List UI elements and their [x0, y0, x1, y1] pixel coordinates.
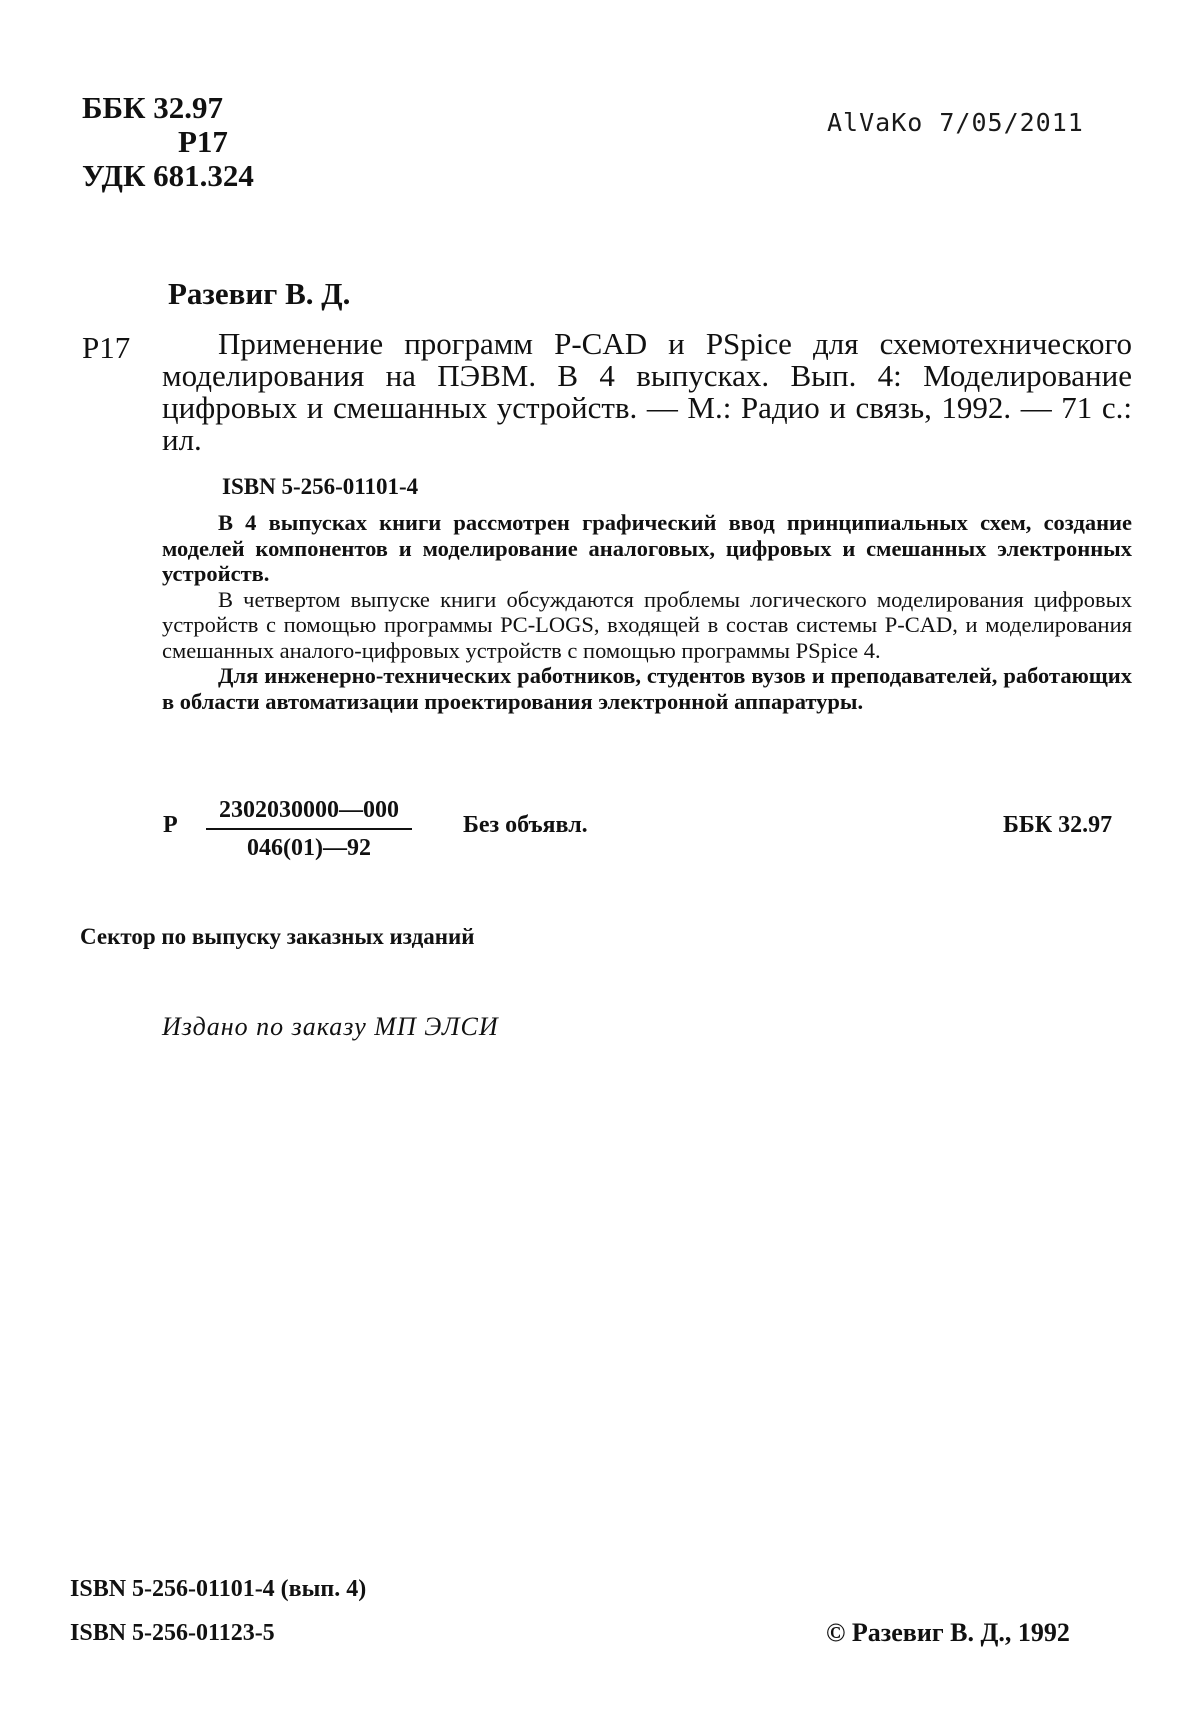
catalog-mark-header: Р17: [178, 124, 228, 159]
bbk-code-bottom: ББК 32.97: [1003, 812, 1113, 838]
abstract-paragraph: В четвертом выпуске книги обсуждаются проблемы логического моделирования цифровых устройств с помощью программы PC-LOGS, входящей в состав системы P-CAD, и моделирования смешанных аналого-цифровых устройств с помощью программы PSpice 4.: [162, 586, 1132, 663]
catalog-mark: Р17: [82, 330, 131, 365]
title-entry: Применение программ P-CAD и PSpice для схемотехнического моделирования на ПЭВМ. В 4 выпусках. Вып. 4: Моделирование цифровых и смешанных устройств. — М.: Радио и связь, 1992. — 71 с.: ил.: [162, 326, 1132, 457]
isbn-bottom: ISBN 5-256-01101-4 (вып. 4): [70, 1576, 367, 1602]
ordered-by: Издано по заказу МП ЭЛСИ: [162, 1012, 499, 1041]
author-name: Разевиг В. Д.: [168, 276, 351, 311]
price-note: Без объявл.: [463, 812, 588, 838]
isbn-bottom: ISBN 5-256-01123-5: [70, 1620, 275, 1646]
scanner-stamp: AlVaKo 7/05/2011: [827, 108, 1084, 137]
fraction-denominator: 046(01)—92: [247, 835, 371, 861]
isbn-top: ISBN 5-256-01101-4: [222, 474, 419, 499]
fraction-numerator: 2302030000—000: [206, 796, 412, 830]
abstract-paragraph: Для инженерно-технических работников, студентов вузов и преподавателей, работающих в области автоматизации проектирования электронной аппаратуры.: [162, 663, 1132, 714]
bbk-code: ББК 32.97: [82, 90, 223, 125]
abstract: [162, 510, 1132, 714]
udk-code: УДК 681.324: [82, 158, 254, 193]
copyright: © Разевиг В. Д., 1992: [826, 1618, 1070, 1647]
price-fraction: [206, 796, 412, 862]
abstract-paragraph: В 4 выпусках книги рассмотрен графический ввод принципиальных схем, создание моделей компонентов и моделирование аналоговых, цифровых и смешанных электронных устройств.: [162, 510, 1132, 586]
price-letter: Р: [163, 812, 178, 838]
sector-note: Сектор по выпуску заказных изданий: [80, 924, 475, 949]
